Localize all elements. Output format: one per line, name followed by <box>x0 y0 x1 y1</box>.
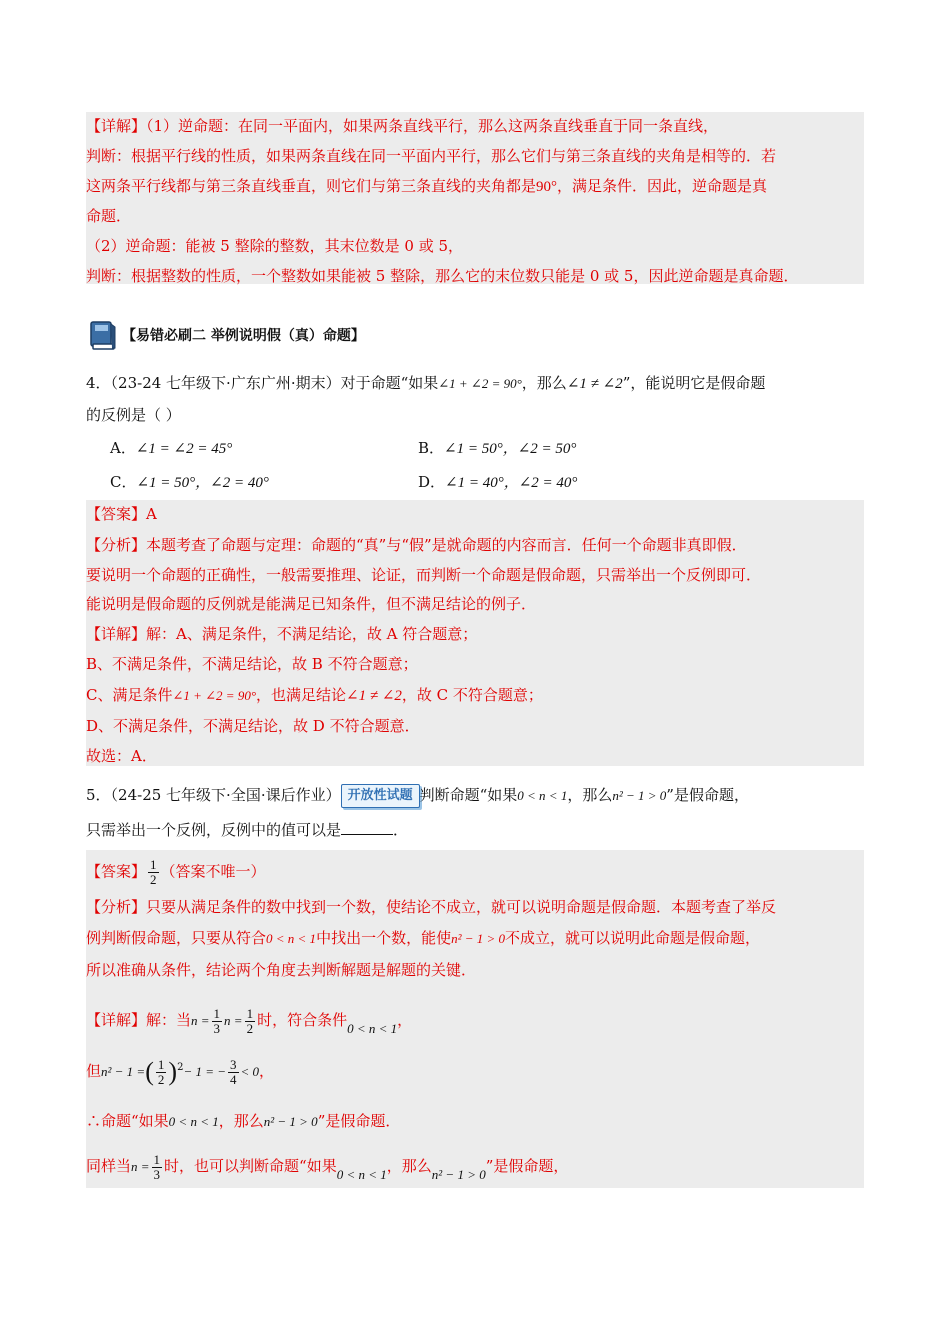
solution-text: 判断：根据整数的性质，一个整数如果能被 5 整除，那么它的末位数只能是 0 或 5，因此逆命题是真命题． <box>86 267 799 285</box>
analysis-text: 【分析】只要从满足条件的数中找到一个数，使结论不成立，就可以说明命题是假命题．本题考查了举反 <box>86 898 777 916</box>
detail-text: 故选：A． <box>86 747 157 765</box>
detail-text: 但n² − 1 =( $\frac{1}{2}$ )$^2$− 1 = − $\frac{3}{4}$ < 0， <box>86 1056 275 1087</box>
detail-text: 【详解】解：当n = $\frac{1}{3}$ n = $\frac{1}{2}$ 时，符合条件0 < n < 1， <box>86 1005 413 1036</box>
solution-text: 这两条平行线都与第三条直线垂直，则它们与第三条直线的夹角都是90°，满足条件．因此，逆命题是真 <box>86 177 768 195</box>
analysis-text: 要说明一个命题的正确性，一般需要推理、论证，而判断一个命题是假命题，只需举出一个反例即可． <box>86 566 762 584</box>
open-question-tag: 开放性试题 <box>341 784 420 808</box>
question-4-stem: 4．（23-24 七年级下·广东广州·期末）对于命题“如果∠1 + ∠2 = 90°，那么∠1 ≠ ∠2”，能说明它是假命题 <box>86 374 766 392</box>
option-d[interactable]: D．∠1 = 40°，∠2 = 40° <box>418 473 578 491</box>
detail-text: ∴命题“如果0 < n < 1，那么n² − 1 > 0”是假命题． <box>86 1112 401 1130</box>
analysis-text: 【分析】本题考查了命题与定理：命题的“真”与“假”是就命题的内容而言．任何一个命题非真即假． <box>86 536 747 554</box>
solution-text: 判断：根据平行线的性质，如果两条直线在同一平面内平行，那么它们与第三条直线的夹角是相等的．若 <box>86 147 777 165</box>
detail-text: B、不满足条件，不满足结论，故 B 不符合题意； <box>86 655 418 673</box>
answer-blank[interactable] <box>341 820 393 835</box>
answer-text: 【答案】 $\frac{1}{2}$ （答案不唯一） <box>86 857 266 887</box>
question-5-stem: 只需举出一个反例，反例中的值可以是 ． <box>86 821 409 839</box>
option-b[interactable]: B．∠1 = 50°，∠2 = 50° <box>418 439 577 457</box>
analysis-text: 例判断假命题，只要从符合0 < n < 1中找出一个数，能使n² − 1 > 0不成立，就可以说明此命题是假命题， <box>86 929 761 947</box>
solution-text: 命题． <box>86 207 132 225</box>
solution-text: （2）逆命题：能被 5 整除的整数，其末位数是 0 或 5， <box>86 237 464 255</box>
question-4-stem: 的反例是（ ） <box>86 406 181 424</box>
solution-block-1 <box>86 112 864 284</box>
analysis-text: 能说明是假命题的反例就是能满足已知条件，但不满足结论的例子． <box>86 595 537 613</box>
detail-text: 【详解】解：A、满足条件，不满足结论，故 A 符合题意； <box>86 625 478 643</box>
book-icon <box>88 319 118 351</box>
detail-text: D、不满足条件，不满足结论，故 D 不符合题意． <box>86 717 420 735</box>
question-5-stem: 5．（24-25 七年级下·全国·课后作业） 开放性试题 判断命题“如果0 < n < 1，那么n² − 1 > 0”是假命题， <box>86 784 749 808</box>
option-c[interactable]: C．∠1 = 50°，∠2 = 40° <box>110 473 269 491</box>
detail-text: 同样当n = $\frac{1}{3}$ 时，也可以判断命题“如果0 < n < 1，那么n² − 1 > 0”是假命题， <box>86 1151 569 1182</box>
answer-text: 【答案】A <box>86 505 157 523</box>
analysis-text: 所以准确从条件，结论两个角度去判断解题是解题的关键． <box>86 961 477 979</box>
section-header <box>88 318 365 352</box>
section-title: 【易错必刷二 举例说明假（真）命题】 <box>122 328 365 344</box>
solution-text: 【详解】（1）逆命题：在同一平面内，如果两条直线平行，那么这两条直线垂直于同一条直线， <box>86 117 719 135</box>
detail-text: C、满足条件∠1 + ∠2 = 90°，也满足结论∠1 ≠ ∠2，故 C 不符合题意； <box>86 686 543 704</box>
option-a[interactable]: A．∠1 = ∠2 = 45° <box>110 439 233 457</box>
